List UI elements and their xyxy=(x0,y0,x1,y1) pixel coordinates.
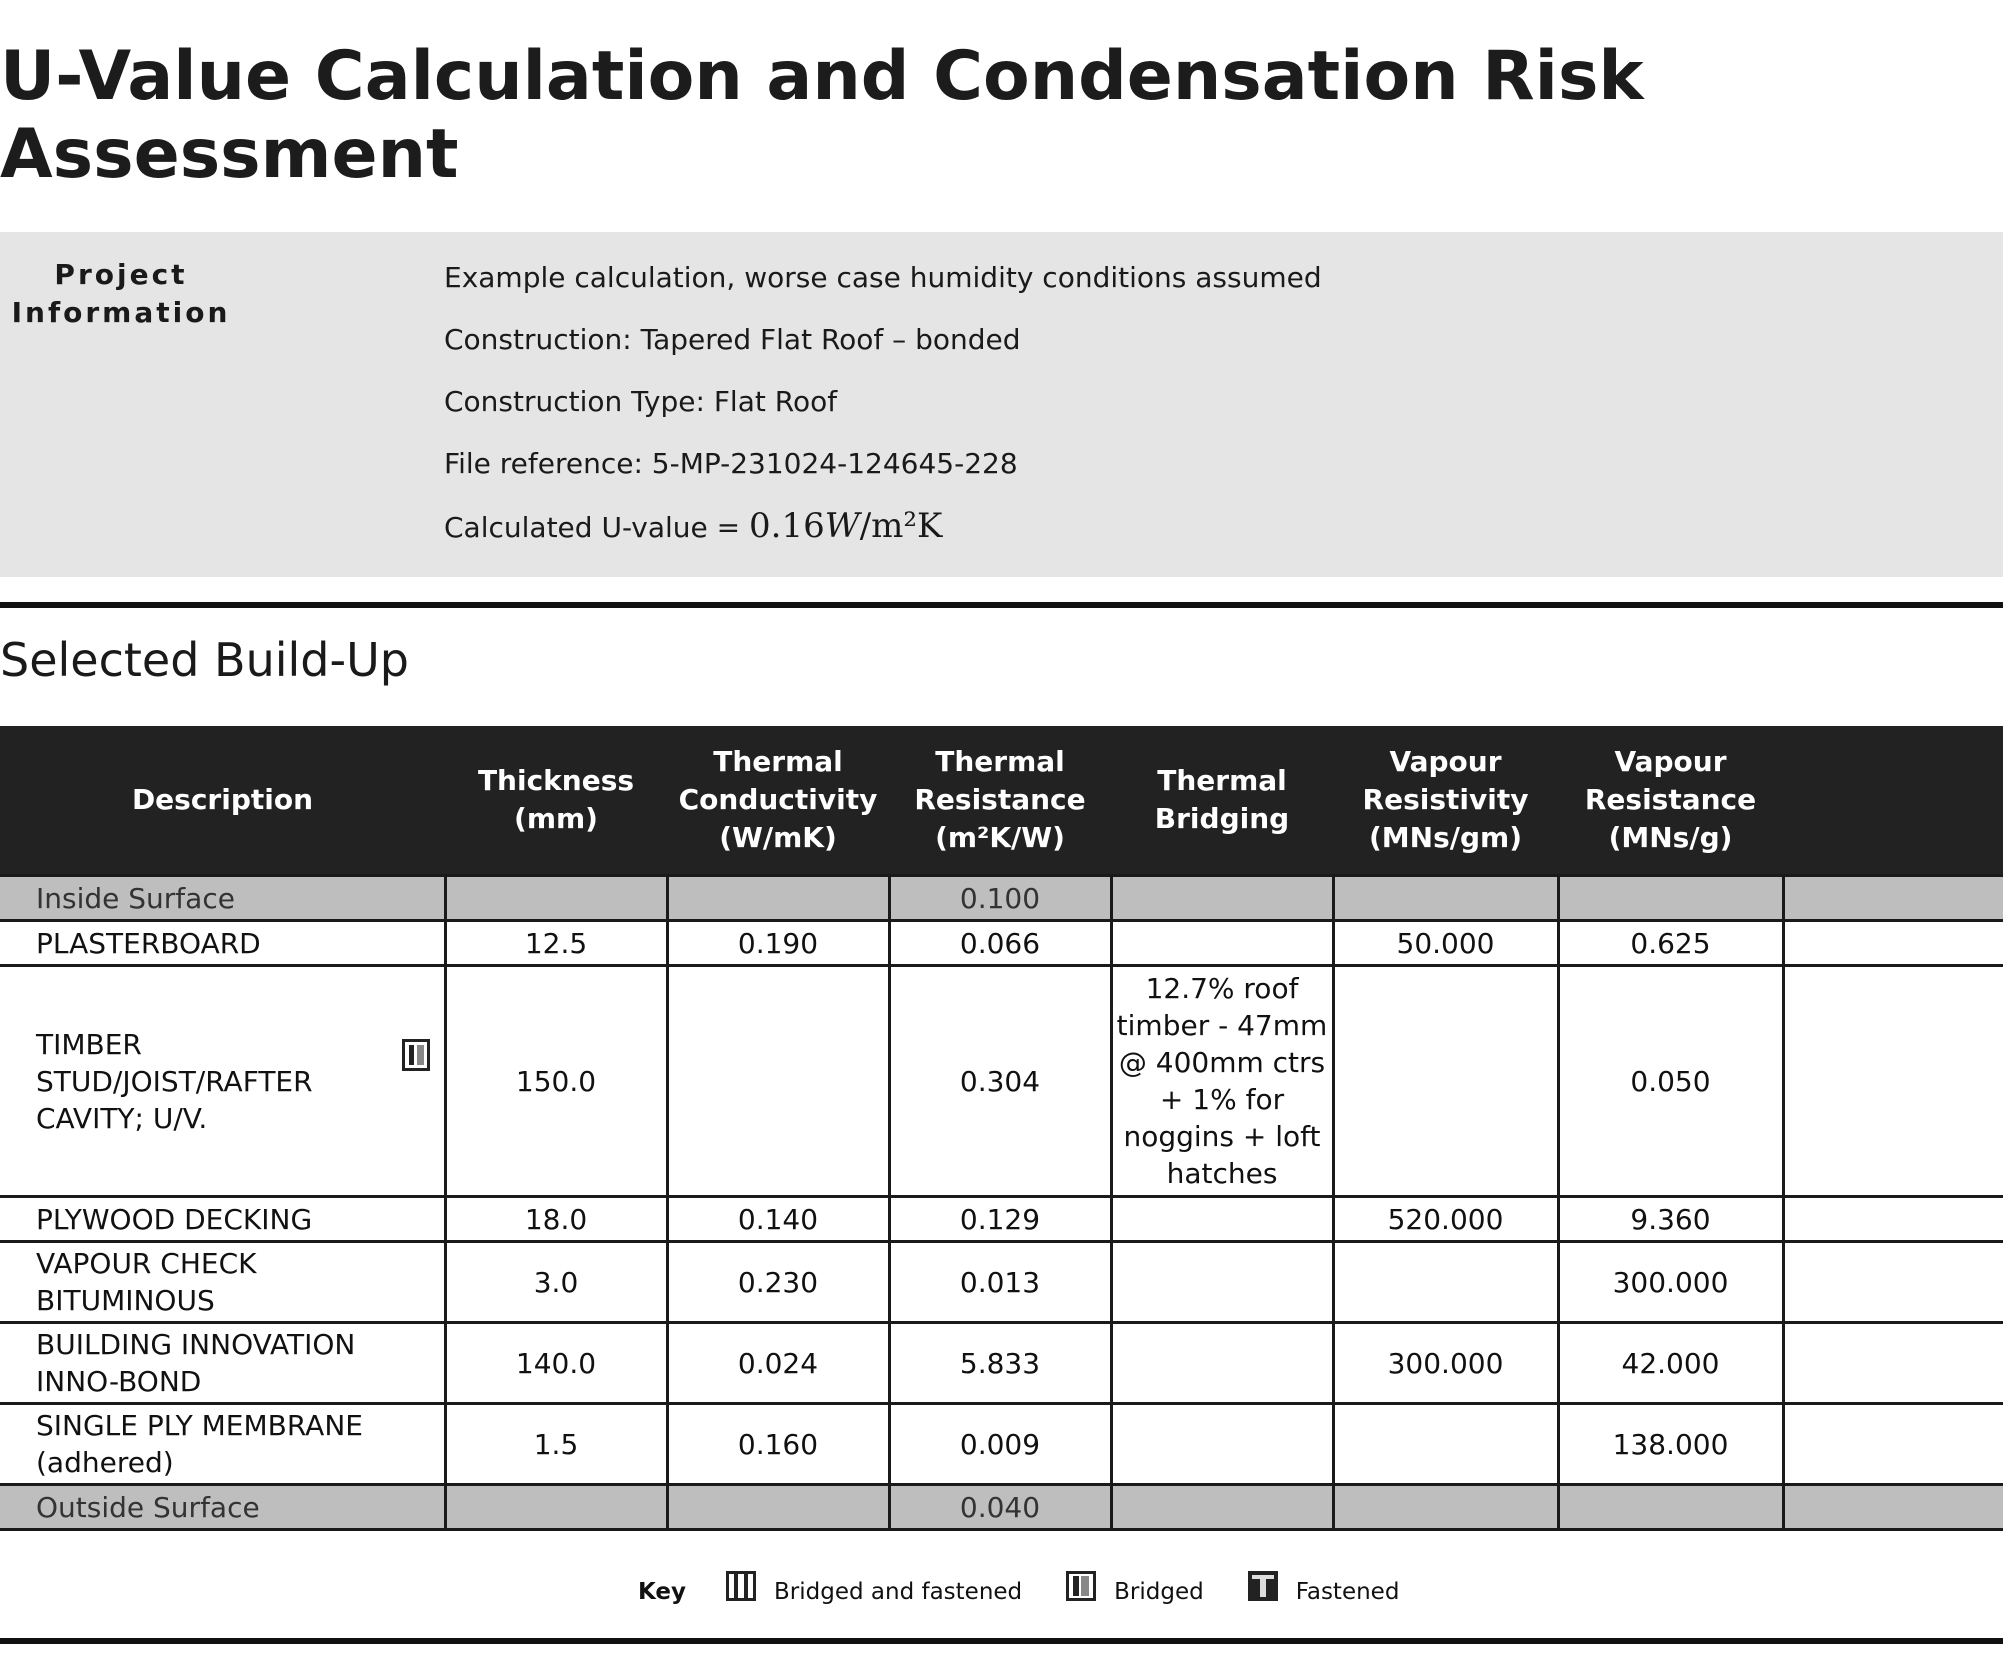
column-header xyxy=(1783,726,2003,876)
u-value-prefix: Calculated U-value = xyxy=(444,511,750,544)
table-cell: 0.129 xyxy=(889,1197,1111,1242)
table-cell: 0.024 xyxy=(667,1323,889,1404)
table-cell: 300.000 xyxy=(1558,1242,1783,1323)
table-cell: 42.000 xyxy=(1558,1323,1783,1404)
table-cell xyxy=(1111,1323,1333,1404)
table-cell: 0.100 xyxy=(889,876,1111,921)
table-cell: 138.000 xyxy=(1558,1404,1783,1485)
u-value-unit: /m²K xyxy=(859,506,943,546)
key-legend xyxy=(638,1572,1443,1612)
table-cell xyxy=(667,876,889,921)
table-cell: VAPOUR CHECK BITUMINOUS xyxy=(0,1242,445,1323)
column-header: Vapour Resistivity (MNs/gm) xyxy=(1333,726,1558,876)
table-row xyxy=(0,1197,2003,1242)
table-cell xyxy=(1783,1404,2003,1485)
section-divider xyxy=(0,602,2003,608)
project-information-lines xyxy=(444,258,1322,568)
table-cell: PLYWOOD DECKING xyxy=(0,1197,445,1242)
table-row xyxy=(0,921,2003,966)
project-description: Example calculation, worse case humidity conditions assumed xyxy=(444,261,1322,294)
table-cell xyxy=(1783,1485,2003,1530)
table-cell: 18.0 xyxy=(445,1197,667,1242)
table-cell xyxy=(1333,1242,1558,1323)
table-cell xyxy=(1333,876,1558,921)
table-cell: 0.230 xyxy=(667,1242,889,1323)
u-value-unit-w: W xyxy=(824,506,860,546)
table-cell: 0.066 xyxy=(889,921,1111,966)
table-row xyxy=(0,966,2003,1197)
table-cell: 300.000 xyxy=(1333,1323,1558,1404)
bridged-fastened-icon xyxy=(726,1571,756,1601)
key-item-bridged xyxy=(1066,1579,1204,1605)
table-row xyxy=(0,876,2003,921)
key-label: Bridged and fastened xyxy=(774,1579,1023,1605)
project-construction: Construction: Tapered Flat Roof – bonded xyxy=(444,323,1021,356)
table-cell xyxy=(1783,1242,2003,1323)
column-header: Thermal Resistance (m²K/W) xyxy=(889,726,1111,876)
table-cell: 3.0 xyxy=(445,1242,667,1323)
table-cell: SINGLE PLY MEMBRANE (adhered) xyxy=(0,1404,445,1485)
key-item-bridged-fastened xyxy=(726,1579,1022,1605)
table-cell xyxy=(1111,921,1333,966)
table-cell: 520.000 xyxy=(1333,1197,1558,1242)
u-value-number: 0.16 xyxy=(749,506,825,546)
table-cell xyxy=(667,966,889,1197)
key-label: Fastened xyxy=(1295,1579,1400,1605)
table-cell xyxy=(445,1485,667,1530)
bottom-divider xyxy=(0,1638,2003,1644)
table-cell: 140.0 xyxy=(445,1323,667,1404)
project-information-label: Project Information xyxy=(11,258,231,329)
table-row xyxy=(0,1485,2003,1530)
table-cell: 0.040 xyxy=(889,1485,1111,1530)
table-cell: 0.304 xyxy=(889,966,1111,1197)
column-header: Thermal Bridging xyxy=(1111,726,1333,876)
table-cell: Inside Surface xyxy=(0,876,445,921)
bridged-icon xyxy=(1066,1571,1096,1601)
project-information-panel xyxy=(0,232,2003,577)
table-cell: 0.050 xyxy=(1558,966,1783,1197)
table-row xyxy=(0,1323,2003,1404)
section-title: Selected Build-Up xyxy=(0,633,409,687)
table-cell xyxy=(1333,966,1558,1197)
table-cell xyxy=(1558,1485,1783,1530)
table-cell: 12.7% roof timber - 47mm @ 400mm ctrs + 1% for noggins + loft hatches xyxy=(1111,966,1333,1197)
table-cell: 0.160 xyxy=(667,1404,889,1485)
table-cell: BUILDING INNOVATION INNO-BOND xyxy=(0,1323,445,1404)
description-wrapper xyxy=(36,1026,440,1137)
table-cell xyxy=(445,876,667,921)
table-cell xyxy=(0,966,445,1197)
key-item-fastened xyxy=(1248,1579,1400,1605)
table-cell xyxy=(1111,1197,1333,1242)
table-cell: 1.5 xyxy=(445,1404,667,1485)
table-row xyxy=(0,1242,2003,1323)
table-cell xyxy=(1783,876,2003,921)
table-cell xyxy=(1111,1242,1333,1323)
layer-description: TIMBER STUD/JOIST/RAFTER CAVITY; U/V. xyxy=(36,1027,313,1135)
table-cell: PLASTERBOARD xyxy=(0,921,445,966)
table-cell xyxy=(1333,1485,1558,1530)
table-cell xyxy=(1783,921,2003,966)
table-cell: 9.360 xyxy=(1558,1197,1783,1242)
key-label: Bridged xyxy=(1114,1579,1204,1605)
page-title: U-Value Calculation and Condensation Risk Assessment xyxy=(0,37,1644,194)
fastened-icon xyxy=(1248,1571,1278,1601)
table-cell: 0.140 xyxy=(667,1197,889,1242)
table-cell: 0.625 xyxy=(1558,921,1783,966)
table-cell: 12.5 xyxy=(445,921,667,966)
build-up-table xyxy=(0,726,2003,1531)
table-cell: 5.833 xyxy=(889,1323,1111,1404)
table-cell: Outside Surface xyxy=(0,1485,445,1530)
table-cell xyxy=(1783,1323,2003,1404)
table-cell xyxy=(667,1485,889,1530)
table-row xyxy=(0,1404,2003,1485)
column-header: Vapour Resistance (MNs/g) xyxy=(1558,726,1783,876)
table-cell xyxy=(1111,1485,1333,1530)
column-header: Description xyxy=(0,726,445,876)
bridged-icon xyxy=(402,1039,430,1071)
table-cell xyxy=(1558,876,1783,921)
table-cell xyxy=(1111,876,1333,921)
table-cell xyxy=(1783,966,2003,1197)
column-header: Thickness (mm) xyxy=(445,726,667,876)
key-title: Key xyxy=(638,1579,687,1605)
table-header-row xyxy=(0,726,2003,876)
calculated-u-value xyxy=(444,506,1322,568)
table-cell xyxy=(1783,1197,2003,1242)
project-construction-type: Construction Type: Flat Roof xyxy=(444,385,838,418)
table-cell: 50.000 xyxy=(1333,921,1558,966)
project-file-reference: File reference: 5-MP-231024-124645-228 xyxy=(444,447,1018,480)
table-cell: 0.013 xyxy=(889,1242,1111,1323)
table-cell: 0.009 xyxy=(889,1404,1111,1485)
table-cell xyxy=(1111,1404,1333,1485)
table-cell: 150.0 xyxy=(445,966,667,1197)
table-cell: 0.190 xyxy=(667,921,889,966)
table-cell xyxy=(1333,1404,1558,1485)
column-header: Thermal Conductivity (W/mK) xyxy=(667,726,889,876)
